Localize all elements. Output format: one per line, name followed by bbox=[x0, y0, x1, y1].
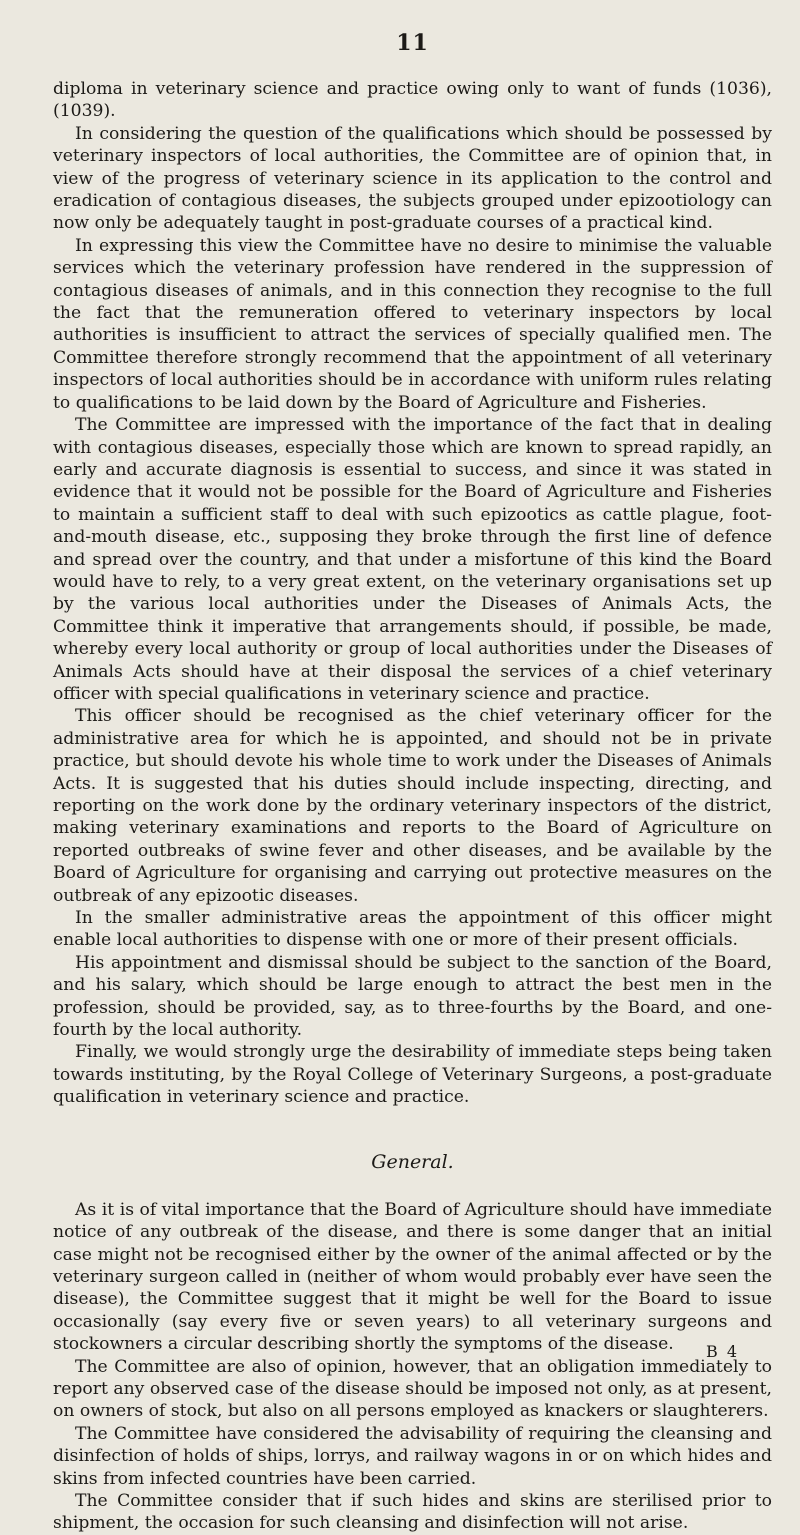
paragraph: diploma in veterinary science and practice owing only to want of funds (1036), (1039). bbox=[53, 79, 772, 122]
paragraph: The Committee are impressed with the importance of the fact that in dealing with contagious diseases, especially those which are known to spread rapidly, an early and accurate diagnosis is essential to success, and since it was stated in evidence that it would not be possible for the Board of Agriculture and Fisheries to maintain a sufficient staff to deal with such epizootics as cattle plague, foot-and-mouth disease, etc., supposing they broke through the first line of defence and spread over the country, and that under a misfortune of this kind the Board would have to rely, to a very great extent, on the veterinary organisations set up by the various local authorities under the Diseases of Animals Acts, the Committee think it imperative that arrangements should, if possible, be made, whereby every local authority or group of local authorities under the Diseases of Animals Acts should have at their disposal the services of a chief veterinary officer with special qualifications in veterinary science and practice. bbox=[53, 415, 772, 704]
signature-mark: B 4 bbox=[706, 1342, 740, 1361]
section-heading: General. bbox=[371, 1150, 454, 1173]
paragraph: In expressing this view the Committee have no desire to minimise the valuable services which the veterinary profession have rendered in the suppression of contagious diseases of animals, and in this connection they recognise to the full the fact that the remuneration offered to veterinary inspectors by local authorities is insufficient to attract the services of specially qualified men. The Committee therefore strongly recommend that the appointment of all veterinary inspectors of local authorities should be in accordance with uniform rules relating to qualifications to be laid down by the Board of Agriculture and Fisheries. bbox=[53, 235, 772, 413]
paragraph: As it is of vital importance that the Board of Agriculture should have immediate notice of any outbreak of the disease, and there is some danger that an initial case might not be recognised either by the owner of the animal affected or by the veterinary surgeon called in (neither of whom would probably ever have seen the disease), the Committee suggest that it might be well for the Board to issue occasionally (say every five or seven years) to all veterinary surgeons and stockowners a circular describing shortly the symptoms of the disease. bbox=[53, 1199, 772, 1355]
paragraph: His appointment and dismissal should be subject to the sanction of the Board, and his salary, which should be large enough to attract the best men in the profession, should be provided, say, as to three-fourths by the Board, and one-fourth by the local authority. bbox=[53, 952, 772, 1041]
paragraph: The Committee consider that if such hides and skins are sterilised prior to shipment, the occasion for such cleansing and disinfection will not arise. bbox=[53, 1490, 772, 1534]
paragraph: The Committee have considered the advisability of requiring the cleansing and disinfection of holds of ships, lorrys, and railway wagons in or on which hides and skins from infected countries have been carried. bbox=[53, 1423, 772, 1489]
paragraph: Finally, we would strongly urge the desirability of immediate steps being taken towards instituting, by the Royal College of Veterinary Surgeons, a post-graduate qualification in veterinary science and practice. bbox=[53, 1042, 772, 1108]
page-number: 11 bbox=[396, 30, 429, 56]
paragraph: This officer should be recognised as the chief veterinary officer for the administrative area for which he is appointed, and should not be in private practice, but should devote his whole time to work under the Diseases of Animals Acts. It is suggested that his duties should include inspecting, directing, and reporting on the work done by the ordinary veterinary inspectors of the district, making veterinary examinations and reports to the Board of Agriculture on reported outbreaks of swine fever and other diseases, and be available by the Board of Agriculture for organising and carrying out protective measures on the outbreak of any epizootic diseases. bbox=[53, 706, 772, 906]
paragraph: In considering the question of the qualifications which should be possessed by veterinary inspectors of local authorities, the Committee are of opinion that, in view of the progress of veterinary science in its application to the control and eradication of contagious diseases, the subjects grouped under epizootiology can now only be adequately taught in post-graduate courses of a practical kind. bbox=[53, 123, 772, 234]
paragraph: The Committee are also of opinion, however, that an obligation immediately to report any observed case of the disease should be imposed not only, as at present, on owners of stock, but also on all persons employed as knackers or slaughterers. bbox=[53, 1356, 772, 1422]
paragraph: In the smaller administrative areas the appointment of this officer might enable local authorities to dispense with one or more of their present officials. bbox=[53, 908, 772, 951]
